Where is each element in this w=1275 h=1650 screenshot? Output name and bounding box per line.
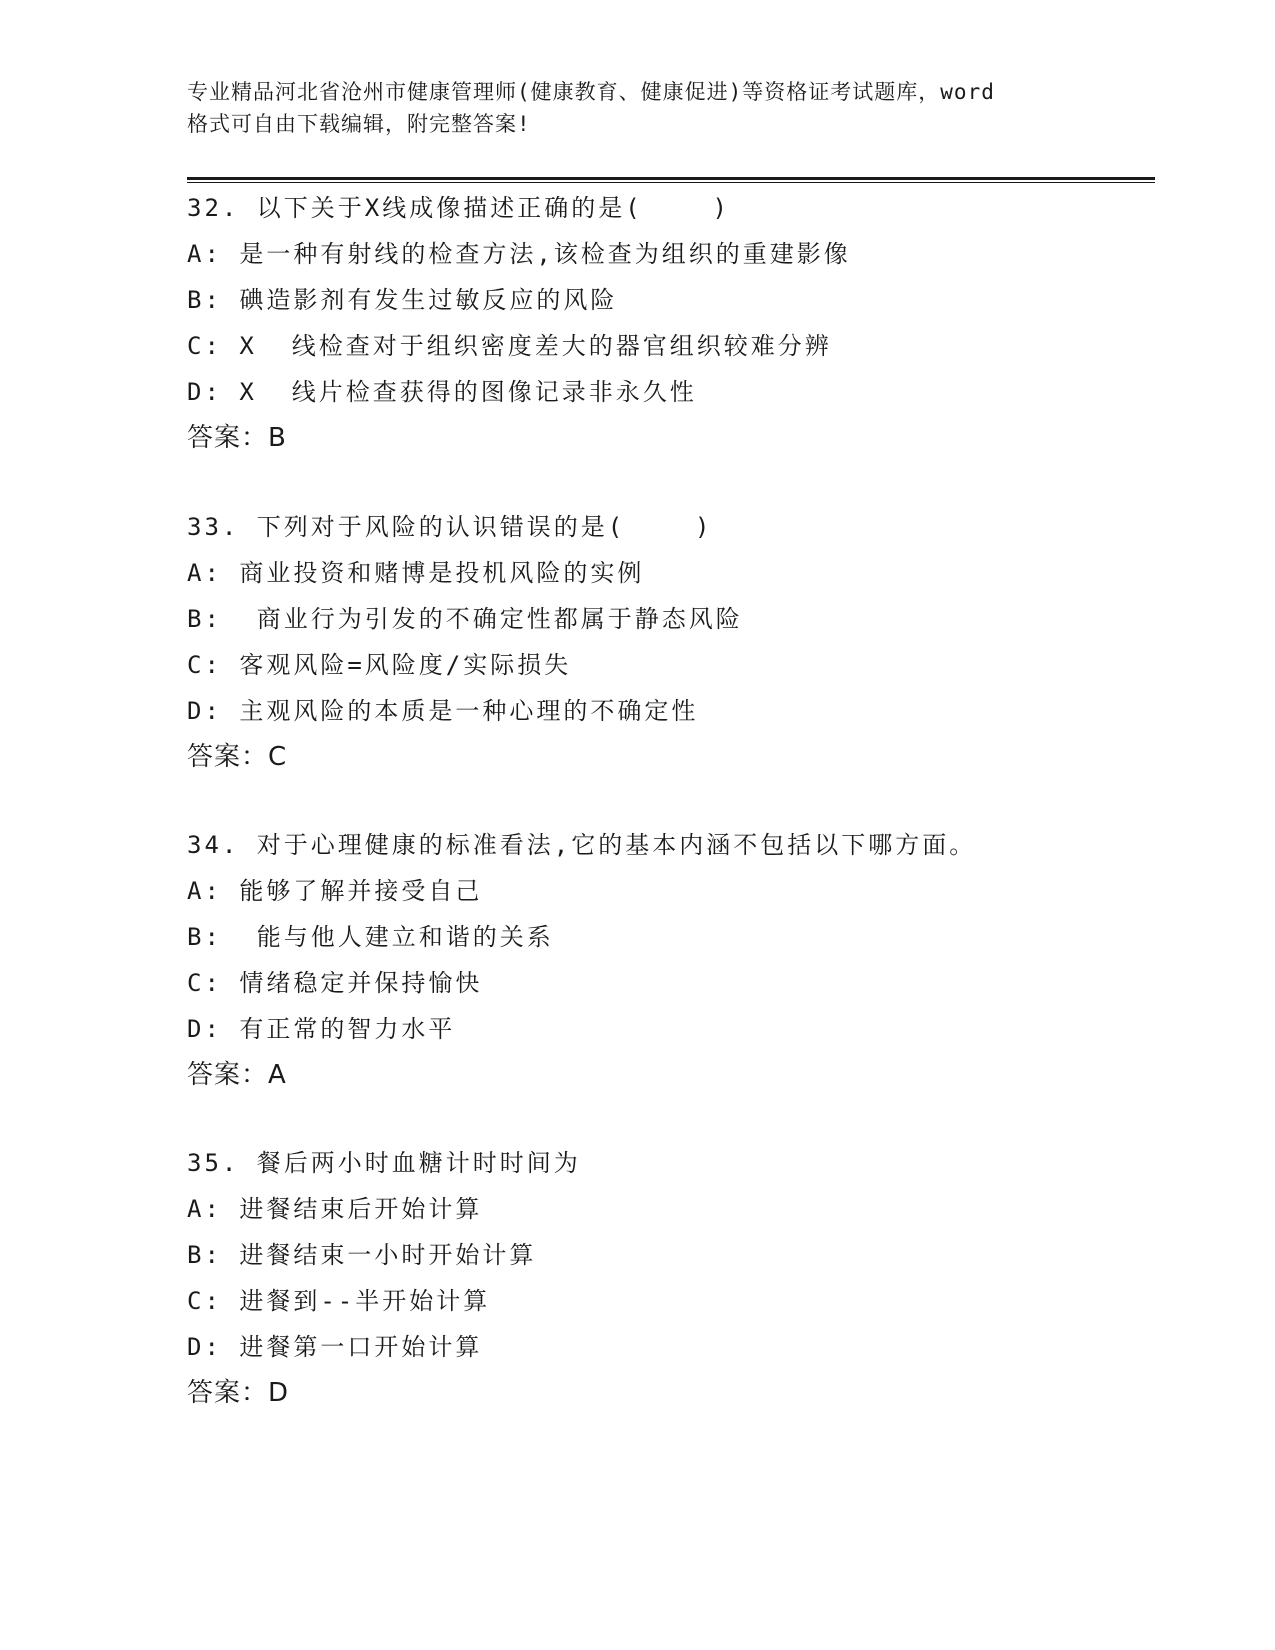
question-34 — [187, 822, 1147, 1098]
answer-line: 答案：C — [187, 742, 288, 772]
question-title: 34. 对于心理健康的标准看法,它的基本内涵不包括以下哪方面。 — [187, 831, 977, 859]
document-header — [187, 76, 1087, 140]
header-divider-thin — [187, 182, 1155, 183]
option-a: A: 是一种有射线的检查方法,该检查为组织的重建影像 — [187, 240, 851, 268]
answer-line: 答案：B — [187, 423, 287, 453]
option-c: C: 情绪稳定并保持愉快 — [187, 969, 483, 997]
option-a: A: 商业投资和赌博是投机风险的实例 — [187, 559, 645, 587]
question-title: 32. 以下关于X线成像描述正确的是( ) — [187, 194, 730, 222]
header-divider-thick — [187, 177, 1155, 180]
question-33 — [187, 504, 1147, 780]
option-d: D: X 线片检查获得的图像记录非永久性 — [187, 378, 697, 406]
option-a: A: 进餐结束后开始计算 — [187, 1195, 483, 1223]
option-c: C: X 线检查对于组织密度差大的器官组织较难分辨 — [187, 332, 832, 360]
question-32 — [187, 185, 1147, 461]
question-35 — [187, 1140, 1147, 1416]
option-d: D: 有正常的智力水平 — [187, 1015, 456, 1043]
option-b: B: 商业行为引发的不确定性都属于静态风险 — [187, 605, 743, 633]
header-line-2: 格式可自由下载编辑，附完整答案! — [187, 112, 531, 136]
option-c: C: 客观风险=风险度/实际损失 — [187, 651, 572, 679]
answer-line: 答案：A — [187, 1060, 287, 1090]
option-b: B: 进餐结束一小时开始计算 — [187, 1241, 537, 1269]
option-d: D: 进餐第一口开始计算 — [187, 1333, 483, 1361]
question-title: 33. 下列对于风险的认识错误的是( ) — [187, 513, 713, 541]
option-b: B: 能与他人建立和谐的关系 — [187, 923, 554, 951]
option-d: D: 主观风险的本质是一种心理的不确定性 — [187, 697, 699, 725]
option-b: B: 碘造影剂有发生过敏反应的风险 — [187, 286, 618, 314]
header-line-1: 专业精品河北省沧州市健康管理师(健康教育、健康促进)等资格证考试题库，word — [187, 80, 995, 104]
answer-line: 答案：D — [187, 1378, 290, 1408]
option-c: C: 进餐到--半开始计算 — [187, 1287, 491, 1315]
question-title: 35. 餐后两小时血糖计时时间为 — [187, 1149, 581, 1177]
option-a: A: 能够了解并接受自己 — [187, 877, 483, 905]
